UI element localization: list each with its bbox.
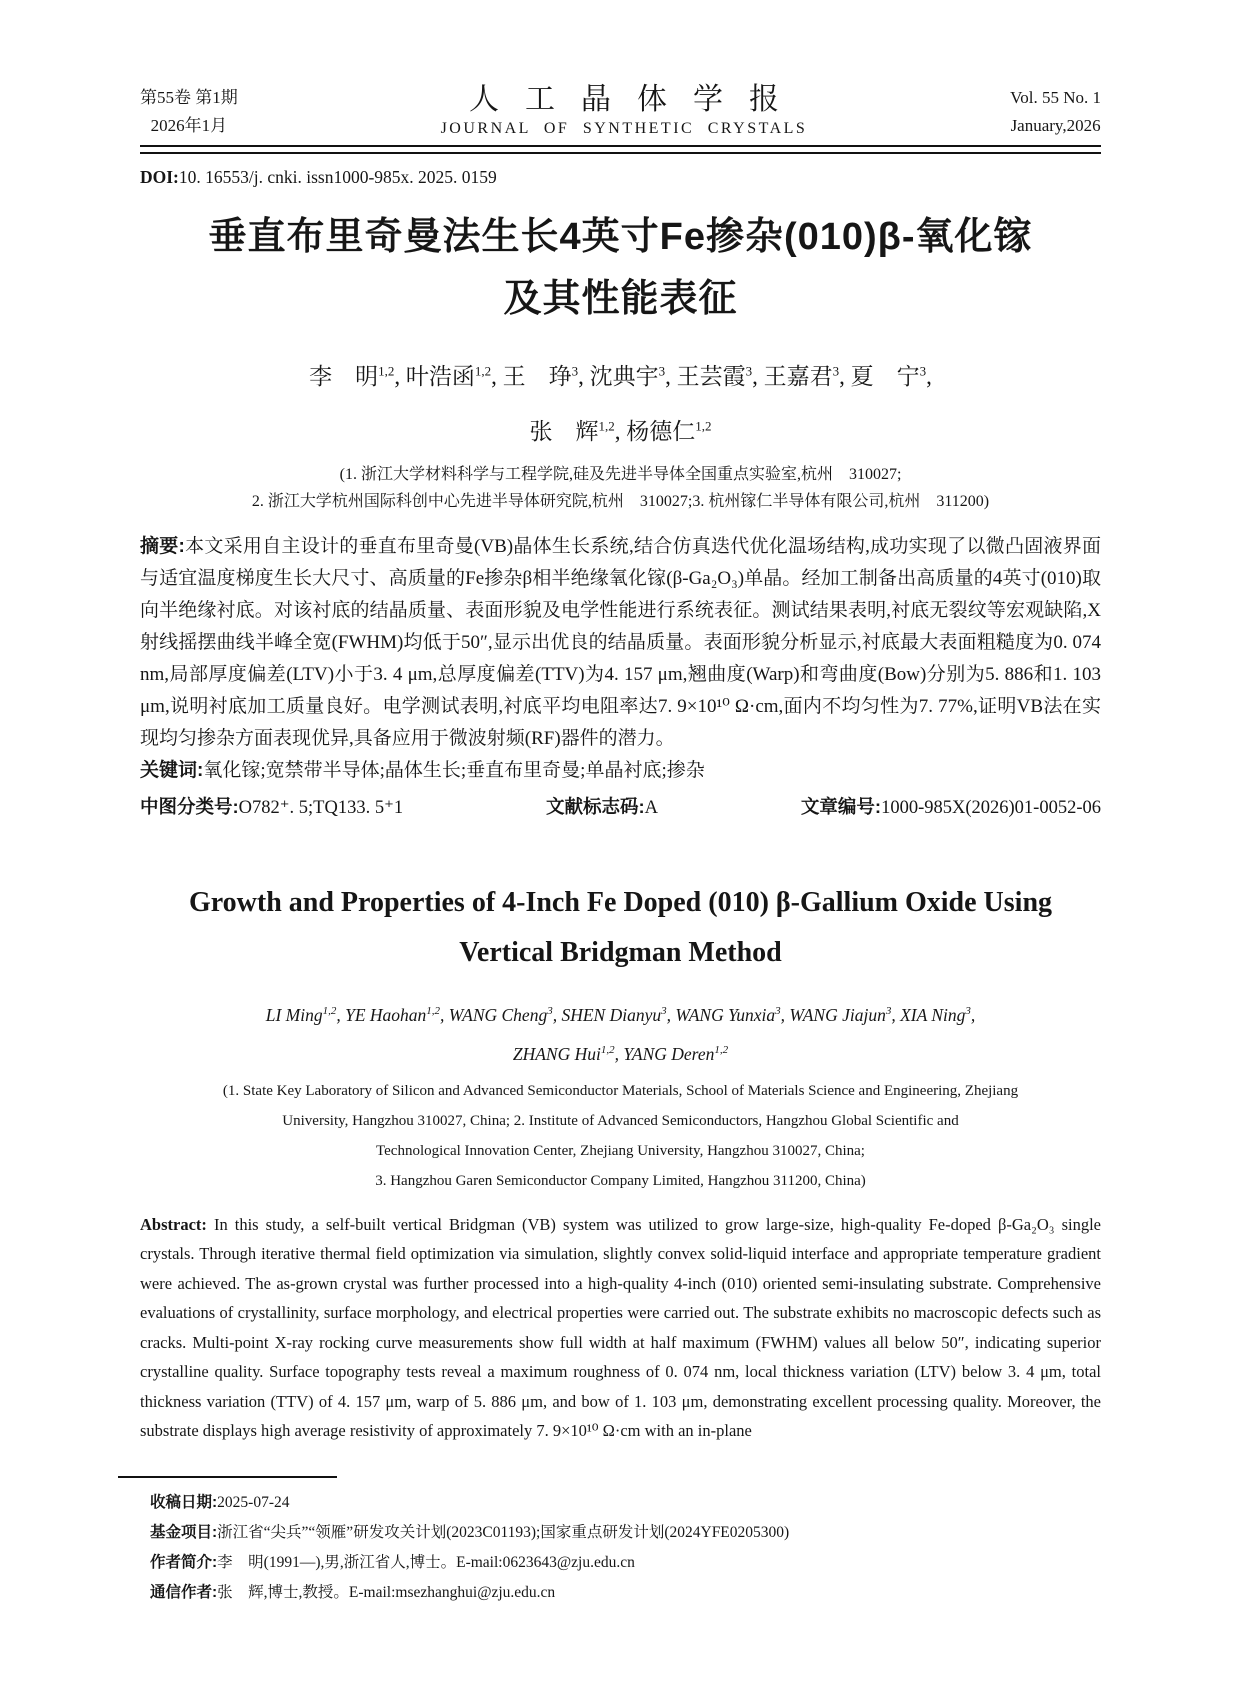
footer-note-label: 作者简介: <box>150 1553 218 1571</box>
footer-note-text: 张 辉,博士,教授。E-mail:msezhanghui@zju.edu.cn <box>217 1583 556 1601</box>
keywords-cn-label: 关键词: <box>140 760 204 782</box>
authors-cn-block <box>140 346 1101 457</box>
authors-en-block <box>140 994 1101 1072</box>
author-name: WANG Jiajun <box>789 1005 886 1026</box>
author-affil-superscript: 1,2 <box>426 1005 441 1018</box>
footer-note-text: 李 明(1991—),男,浙江省人,博士。E-mail:0623643@zju.edu.cn <box>217 1553 635 1571</box>
journal-name-cn: 人工晶体学报 <box>468 83 805 116</box>
author-separator: , <box>394 363 401 389</box>
author-name: 王嘉君 <box>763 363 833 389</box>
author-affil-superscript: 1,2 <box>598 418 615 434</box>
article-title-en-line2: Vertical Bridgman Method <box>459 937 782 969</box>
author-affil-superscript: 3 <box>965 1005 971 1018</box>
author-separator: , <box>666 1005 676 1026</box>
footer-note-text: 2025-07-24 <box>217 1493 290 1511</box>
abstract-cn-text: 本文采用自主设计的垂直布里奇曼(VB)晶体生长系统,结合仿真迭代优化温场结构,成功实现了以微凸固液界面与适宜温度梯度生长大尺寸、高质量的Fe掺杂β相半绝缘氧化镓(β-Ga₂O₃)单晶。经加工制备出高质量的4英寸(010)取向半绝缘衬底。对该衬底的结晶质量、表面形貌及电学性能进行系统表征。测试结果表明,衬底无裂纹等宏观缺陷,X射线摇摆曲线半峰全宽(FWHM)均低于50″,显示出优良的结晶质量。表面形貌分析显示,衬底最大表面粗糙度为0. 074 nm,局部厚度偏差(LTV)小于3. 4 μm,总厚度偏差(TTV)为4. 157 μm,翘曲度(Warp)和弯曲度(Bow)分别为5. 886和1. 103 μm,说明衬底加工质量良好。电学测试表明,衬底平均电阻率达7. 9×10¹⁰ Ω·cm,面内不均匀性为7. 77%,证明VB法在实现均匀掺杂方面表现优异,具备应用于微波射频(RF)器件的潜力。 <box>140 536 1101 750</box>
journal-name-block <box>238 84 1010 142</box>
author-separator: , <box>614 419 621 445</box>
affiliation-en-line4: 3. Hangzhou Garen Semiconductor Company Limited, Hangzhou 311200, China) <box>375 1172 866 1189</box>
clc-number <box>140 791 403 824</box>
journal-date-en: January,2026 <box>1010 116 1101 135</box>
article-id <box>801 791 1101 824</box>
affiliation-en-line2: University, Hangzhou 310027, China; 2. Institute of Advanced Semiconductors, Hangzhou Global Scientific and <box>282 1112 959 1129</box>
abstract-en <box>140 1210 1101 1446</box>
author-affil-superscript: 1,2 <box>378 363 395 378</box>
footer-note-text: 浙江省“尖兵”“领雁”研发攻关计划(2023C01193);国家重点研发计划(2024YFE0205300) <box>217 1523 790 1541</box>
author-separator: , <box>926 363 932 389</box>
author-cn <box>503 364 584 389</box>
author-affil-superscript: 3 <box>745 363 753 378</box>
author-separator: , <box>970 1005 976 1026</box>
author-cn <box>590 364 671 389</box>
article-title-en-line1: Growth and Properties of 4-Inch Fe Doped (010) β-Gallium Oxide Using <box>188 887 1053 919</box>
author-cn <box>677 364 758 389</box>
author-name: ZHANG Hui <box>512 1043 601 1064</box>
author-cn <box>626 419 711 444</box>
author-en <box>345 1005 449 1025</box>
footer-notes <box>140 1488 1101 1608</box>
author-affil-superscript: 1,2 <box>322 1005 337 1018</box>
author-separator: , <box>440 1005 449 1026</box>
author-name: 李 明 <box>309 363 379 389</box>
footer-note-line <box>150 1488 1101 1518</box>
author-en <box>449 1005 562 1025</box>
author-separator: , <box>336 1005 346 1026</box>
author-separator: , <box>839 363 845 389</box>
author-separator: , <box>552 1005 562 1026</box>
author-separator: , <box>780 1005 790 1026</box>
journal-volume-issue-cn: 第55卷 第1期 <box>140 88 238 107</box>
author-affil-superscript: 3 <box>775 1005 781 1018</box>
author-name: WANG Yunxia <box>675 1005 776 1026</box>
affiliations-en <box>140 1076 1101 1196</box>
footer-note-label: 收稿日期: <box>150 1493 218 1511</box>
author-separator: , <box>614 1043 624 1064</box>
classification-row <box>140 791 1101 824</box>
affiliation-cn-line2: 2. 浙江大学杭州国际科创中心先进半导体研究院,杭州 310027;3. 杭州镓仁半导体有限公司,杭州 311200) <box>251 493 990 511</box>
author-affil-superscript: 3 <box>571 363 579 378</box>
journal-issue-block-cn <box>140 84 238 140</box>
author-name: 王 琤 <box>502 363 572 389</box>
document-code-value: A <box>644 798 659 819</box>
author-separator: , <box>752 363 758 389</box>
affiliation-en-line1: (1. State Key Laboratory of Silicon and Advanced Semiconductor Materials, School of Materials Science and Engineering, Zhejiang <box>222 1082 1019 1099</box>
journal-volume-en: Vol. 55 No. 1 <box>1010 88 1101 107</box>
journal-header <box>140 84 1101 142</box>
author-affil-superscript: 1,2 <box>474 363 492 378</box>
keywords-cn <box>140 755 1101 787</box>
author-name: XIA Ning <box>900 1005 966 1026</box>
article-title-cn-line1: 垂直布里奇曼法生长4英寸Fe掺杂(010)β-氧化镓 <box>208 216 1033 258</box>
author-separator: , <box>891 1005 901 1026</box>
author-name: 张 辉 <box>529 419 599 445</box>
author-name: 沈典宇 <box>589 363 659 389</box>
clc-value: O782⁺. 5;TQ133. 5⁺1 <box>238 798 404 819</box>
affiliations-cn <box>140 461 1101 515</box>
authors-en-line2 <box>140 1033 1101 1072</box>
author-name: YE Haohan <box>345 1005 427 1026</box>
author-affil-superscript: 3 <box>832 363 840 378</box>
author-name: YANG Deren <box>623 1043 715 1064</box>
author-en <box>513 1044 624 1064</box>
journal-date-cn: 2026年1月 <box>150 116 228 135</box>
footer-note-line <box>150 1548 1101 1578</box>
author-affil-superscript: 1,2 <box>600 1044 615 1057</box>
header-divider-rule <box>140 145 1101 154</box>
article-title-cn-line2: 及其性能表征 <box>503 278 738 320</box>
author-cn <box>309 364 400 389</box>
author-en <box>900 1005 975 1025</box>
footer-note-line <box>150 1518 1101 1548</box>
doi-value: 10. 16553/j. cnki. issn1000-985x. 2025. 0159 <box>178 167 497 187</box>
doi-line <box>140 166 1101 188</box>
author-en <box>561 1005 675 1025</box>
clc-label: 中图分类号: <box>140 796 239 818</box>
abstract-en-label: Abstract: <box>140 1214 207 1234</box>
author-affil-superscript: 3 <box>885 1005 892 1018</box>
abstract-cn-label: 摘要: <box>140 536 185 558</box>
author-en <box>623 1044 728 1064</box>
document-code <box>546 791 658 824</box>
author-name: 王芸霞 <box>676 363 746 389</box>
author-en <box>266 1005 345 1025</box>
article-id-label: 文章编号: <box>800 796 882 818</box>
author-name: 杨德仁 <box>626 419 696 445</box>
author-cn <box>764 364 845 389</box>
author-name: 叶浩函 <box>405 363 475 389</box>
author-affil-superscript: 3 <box>919 363 927 378</box>
document-code-label: 文献标志码: <box>545 796 645 818</box>
footnote-divider-rule <box>118 1476 337 1478</box>
authors-cn-line2 <box>140 402 1101 458</box>
affiliation-en-line3: Technological Innovation Center, Zhejiang University, Hangzhou 310027, China; <box>376 1142 865 1159</box>
author-separator: , <box>491 363 497 389</box>
keywords-cn-text: 氧化镓;宽禁带半导体;晶体生长;垂直布里奇曼;单晶衬底;掺杂 <box>203 760 705 782</box>
author-name: 夏 宁 <box>850 363 920 389</box>
footer-note-label: 通信作者: <box>150 1583 218 1601</box>
author-separator: , <box>665 363 671 389</box>
author-en <box>675 1005 789 1025</box>
author-affil-superscript: 3 <box>658 363 666 378</box>
article-title-en <box>140 878 1101 978</box>
journal-name-en: JOURNAL OF SYNTHETIC CRYSTALS <box>440 120 808 137</box>
author-name: SHEN Dianyu <box>561 1005 662 1026</box>
author-affil-superscript: 3 <box>661 1005 667 1018</box>
author-name: LI Ming <box>265 1005 323 1026</box>
author-cn <box>851 364 932 389</box>
author-cn <box>530 419 621 444</box>
author-affil-superscript: 1,2 <box>714 1044 729 1057</box>
author-cn <box>406 364 497 389</box>
footer-note-label: 基金项目: <box>150 1523 218 1541</box>
abstract-en-text: In this study, a self-built vertical Bridgman (VB) system was utilized to grow large-size, high-quality Fe-doped β-Ga₂O₃ single crystals. Through iterative thermal field optimization via simulation, slightly convex solid-liquid interface and appropriate temperature gradient were achieved. The as-grown crystal was further processed into a high-quality 4-inch (010) oriented semi-insulating substrate. Comprehensive evaluations of crystallinity, surface morphology, and electrical properties were carried out. The substrate exhibits no macroscopic defects such as cracks. Multi-point X-ray rocking curve measurements show full width at half maximum (FWHM) values all below 50″, indicating superior crystalline quality. Surface topography tests reveal a maximum roughness of 0. 074 nm, local thickness variation (LTV) below 3. 4 μm, total thickness variation (TTV) of 4. 157 μm, warp of 5. 886 μm, and bow of 1. 103 μm, demonstrating excellent processing quality. Moreover, the substrate displays high average resistivity of approximately 7. 9×10¹⁰ Ω·cm with an in-plane <box>140 1214 1101 1441</box>
article-title-cn <box>140 206 1101 330</box>
affiliation-cn-line1: (1. 浙江大学材料科学与工程学院,硅及先进半导体全国重点实验室,杭州 310027; <box>339 466 902 484</box>
author-affil-superscript: 1,2 <box>695 418 712 434</box>
author-separator: , <box>578 363 584 389</box>
author-affil-superscript: 3 <box>547 1005 553 1018</box>
abstract-cn <box>140 531 1101 755</box>
footer-note-line <box>150 1578 1101 1608</box>
journal-issue-block-en <box>1010 84 1101 140</box>
author-en <box>789 1005 900 1025</box>
author-name: WANG Cheng <box>448 1005 548 1026</box>
doi-label: DOI: <box>140 167 179 187</box>
authors-cn-line1 <box>140 346 1101 402</box>
article-id-value: 1000-985X(2026)01-0052-06 <box>881 798 1101 819</box>
authors-en-line1 <box>140 994 1101 1033</box>
